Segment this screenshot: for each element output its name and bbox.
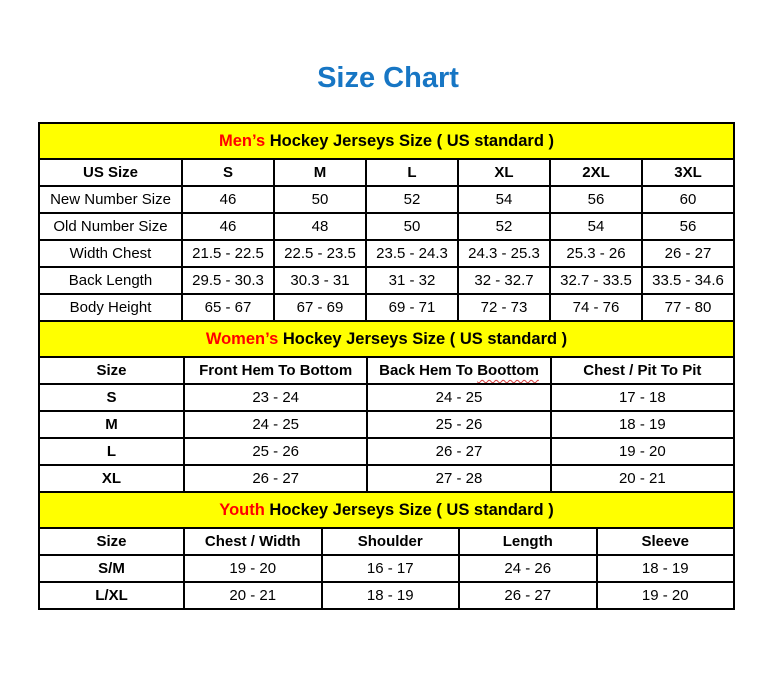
section-heading-highlight: Youth <box>219 500 265 519</box>
column-header: 3XL <box>642 159 734 186</box>
table-row <box>39 186 734 213</box>
table-row <box>39 294 734 321</box>
header-row <box>39 357 734 384</box>
table-row <box>39 411 734 438</box>
column-header: L <box>366 159 458 186</box>
column-header: US Size <box>39 159 182 186</box>
row-label: Back Length <box>39 267 182 294</box>
column-header: Back Hem To Boottom <box>367 357 550 384</box>
table-cell: 19 - 20 <box>551 438 734 465</box>
table-cell: 24 - 25 <box>367 384 550 411</box>
table-cell: 25 - 26 <box>367 411 550 438</box>
row-label: L <box>39 438 184 465</box>
table-cell: 56 <box>550 186 642 213</box>
table-row <box>39 438 734 465</box>
section-heading <box>39 123 734 159</box>
table-cell: 20 - 21 <box>551 465 734 492</box>
table-row <box>39 240 734 267</box>
table-cell: 52 <box>458 213 550 240</box>
misspelled-word: Boottom <box>477 362 539 379</box>
table-cell: 52 <box>366 186 458 213</box>
row-label: Width Chest <box>39 240 182 267</box>
table-cell: 54 <box>458 186 550 213</box>
table-cell: 60 <box>642 186 734 213</box>
table-cell: 67 - 69 <box>274 294 366 321</box>
table-cell: 24 - 25 <box>184 411 367 438</box>
table-cell: 48 <box>274 213 366 240</box>
header-row <box>39 528 734 555</box>
table-row <box>39 555 734 582</box>
page-title: Size Chart <box>317 62 459 94</box>
table-cell: 31 - 32 <box>366 267 458 294</box>
table-row <box>39 465 734 492</box>
table-cell: 46 <box>182 186 274 213</box>
header-row <box>39 159 734 186</box>
table-cell: 56 <box>642 213 734 240</box>
column-header: Size <box>39 528 184 555</box>
youth-size-table <box>38 491 735 610</box>
row-label: New Number Size <box>39 186 182 213</box>
table-cell: 26 - 27 <box>459 582 597 609</box>
column-header: XL <box>458 159 550 186</box>
row-label: S <box>39 384 184 411</box>
table-cell: 32.7 - 33.5 <box>550 267 642 294</box>
row-label: XL <box>39 465 184 492</box>
section-heading-rest: Hockey Jerseys Size ( US standard ) <box>278 329 568 348</box>
table-cell: 54 <box>550 213 642 240</box>
table-cell: 25 - 26 <box>184 438 367 465</box>
table-cell: 69 - 71 <box>366 294 458 321</box>
table-row <box>39 384 734 411</box>
column-header: S <box>182 159 274 186</box>
womens-size-table <box>38 320 735 493</box>
row-label: Body Height <box>39 294 182 321</box>
table-cell: 50 <box>274 186 366 213</box>
table-cell: 19 - 20 <box>597 582 735 609</box>
table-cell: 23.5 - 24.3 <box>366 240 458 267</box>
section-heading <box>39 492 734 528</box>
section-heading-rest: Hockey Jerseys Size ( US standard ) <box>264 500 554 519</box>
table-cell: 24 - 26 <box>459 555 597 582</box>
table-cell: 26 - 27 <box>367 438 550 465</box>
table-cell: 29.5 - 30.3 <box>182 267 274 294</box>
table-cell: 16 - 17 <box>322 555 460 582</box>
column-header: Size <box>39 357 184 384</box>
table-cell: 18 - 19 <box>551 411 734 438</box>
table-cell: 50 <box>366 213 458 240</box>
size-chart-tables <box>38 122 735 610</box>
table-cell: 27 - 28 <box>367 465 550 492</box>
column-header: M <box>274 159 366 186</box>
section-heading <box>39 321 734 357</box>
table-cell: 26 - 27 <box>642 240 734 267</box>
table-cell: 21.5 - 22.5 <box>182 240 274 267</box>
table-row <box>39 213 734 240</box>
section-heading-row <box>39 492 734 528</box>
table-cell: 74 - 76 <box>550 294 642 321</box>
table-cell: 19 - 20 <box>184 555 322 582</box>
row-label: S/M <box>39 555 184 582</box>
section-heading-row <box>39 123 734 159</box>
column-header: Shoulder <box>322 528 460 555</box>
section-heading-highlight: Women’s <box>205 329 279 348</box>
table-cell: 30.3 - 31 <box>274 267 366 294</box>
table-cell: 33.5 - 34.6 <box>642 267 734 294</box>
table-cell: 77 - 80 <box>642 294 734 321</box>
table-cell: 24.3 - 25.3 <box>458 240 550 267</box>
row-label: M <box>39 411 184 438</box>
table-row <box>39 582 734 609</box>
table-cell: 46 <box>182 213 274 240</box>
table-cell: 22.5 - 23.5 <box>274 240 366 267</box>
table-row <box>39 267 734 294</box>
table-cell: 23 - 24 <box>184 384 367 411</box>
section-heading-row <box>39 321 734 357</box>
table-cell: 25.3 - 26 <box>550 240 642 267</box>
row-label: Old Number Size <box>39 213 182 240</box>
table-cell: 32 - 32.7 <box>458 267 550 294</box>
table-cell: 18 - 19 <box>322 582 460 609</box>
table-cell: 20 - 21 <box>184 582 322 609</box>
section-heading-highlight: Men’s <box>218 131 266 150</box>
section-heading-rest: Hockey Jerseys Size ( US standard ) <box>265 131 555 150</box>
column-header: Front Hem To Bottom <box>184 357 367 384</box>
table-cell: 17 - 18 <box>551 384 734 411</box>
row-label: L/XL <box>39 582 184 609</box>
table-cell: 65 - 67 <box>182 294 274 321</box>
table-cell: 18 - 19 <box>597 555 735 582</box>
mens-size-table <box>38 122 735 322</box>
column-header: Chest / Pit To Pit <box>551 357 734 384</box>
column-header: Length <box>459 528 597 555</box>
column-header: Sleeve <box>597 528 735 555</box>
column-header: Chest / Width <box>184 528 322 555</box>
table-cell: 26 - 27 <box>184 465 367 492</box>
table-cell: 72 - 73 <box>458 294 550 321</box>
column-header: 2XL <box>550 159 642 186</box>
